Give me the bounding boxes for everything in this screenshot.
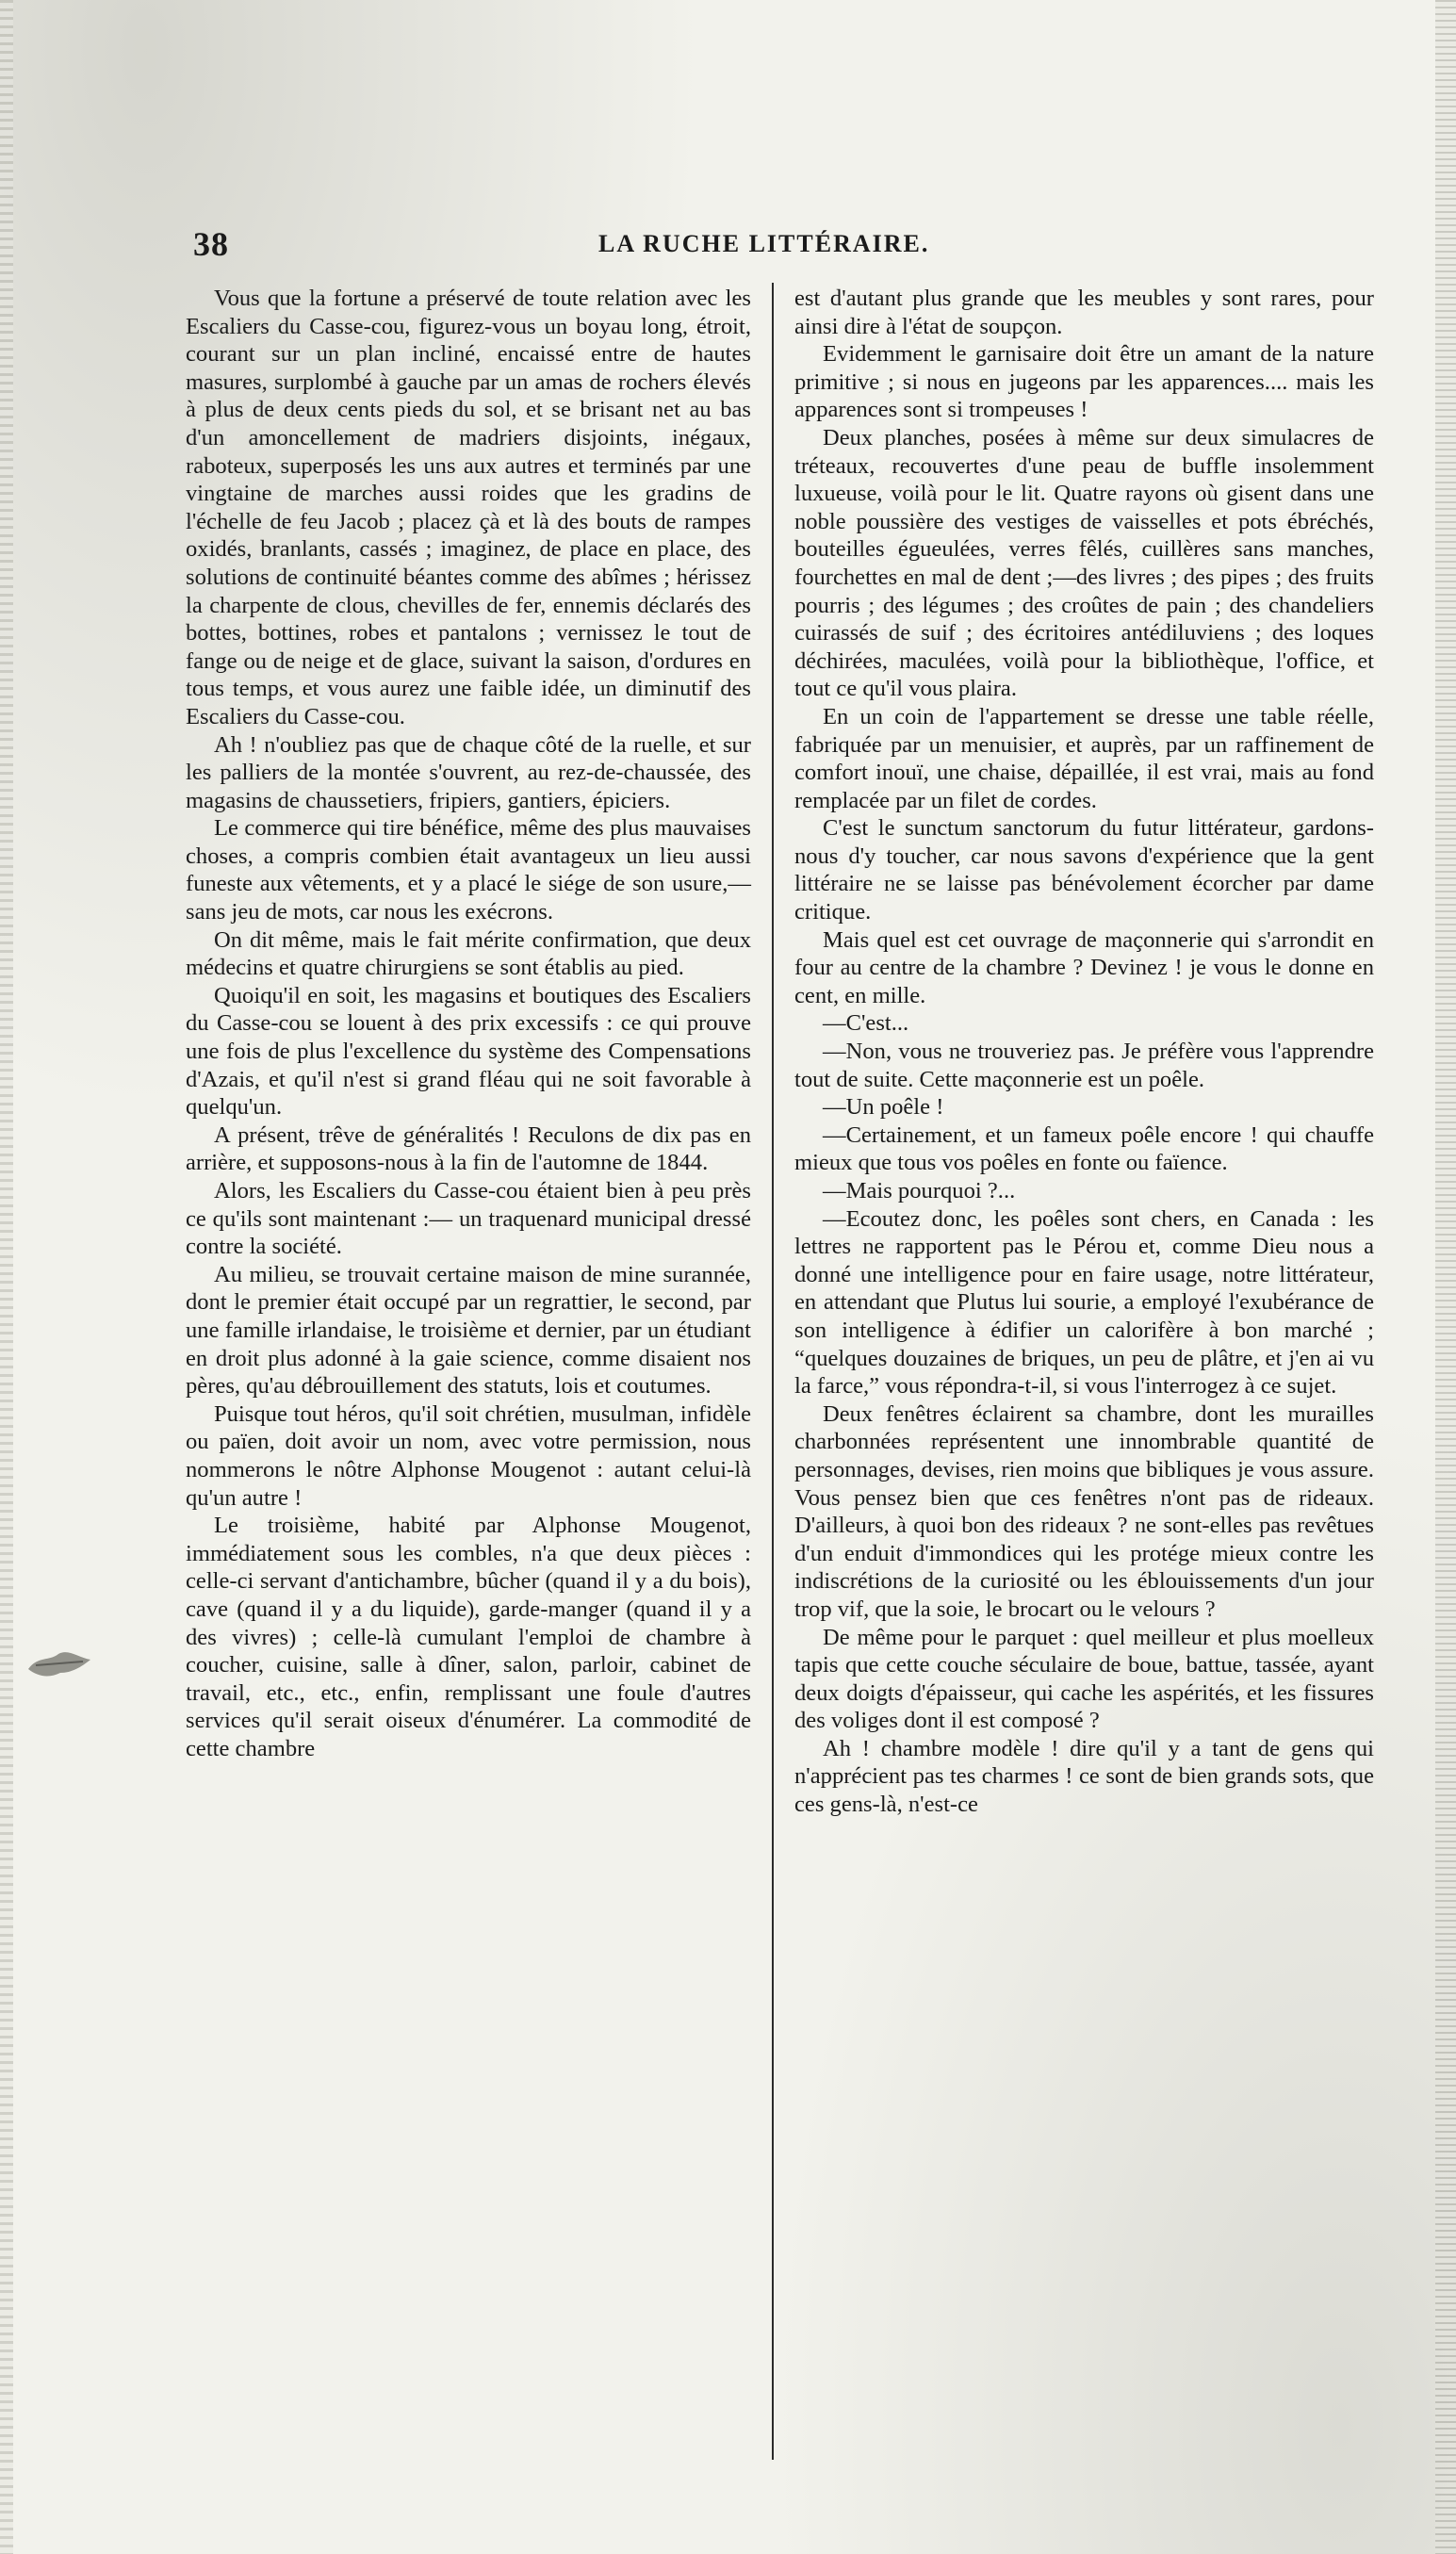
paragraph: Evidemment le garnisaire doit être un amant de la nature primitive ; si nous en jugeons par les apparences.... mais les apparences sont si trompeuses ! <box>794 341 1374 423</box>
paragraph: Deux planches, posées à même sur deux simulacres de tréteaux, recouvertes d'une peau de buffle insolemment luxueuse, voilà pour le lit. Quatre rayons où gisent dans une noble poussière des vestiges de vaisselles et pots ébréchés, bouteilles égueulées, verres fêlés, cuillères sans manches, fourchettes en mal de dent ;—des livres ; des pipes ; des fruits pourris ; des légumes ; des croûtes de pain ; des chandeliers cuirassés de suif ; des écritoires antédiluviens ; des loques déchirées, maculées, voilà pour la bibliothèque, l'office, et tout ce qu'il vous plaira. <box>794 424 1374 702</box>
ink-stain-mark <box>26 1645 92 1686</box>
paragraph: est d'autant plus grande que les meubles y sont rares, pour ainsi dire à l'état de soupçon. <box>794 286 1374 339</box>
left-column <box>186 285 751 1762</box>
paragraph: C'est le sunctum sanctorum du futur littérateur, gardons-nous d'y toucher, car nous savons d'expérience que la gent littéraire ne se laisse pas bénévolement écorcher par dame critique. <box>794 815 1374 925</box>
paragraph: En un coin de l'appartement se dresse une table réelle, fabriquée par un menuisier, et auprès, par un raffinement de comfort inouï, une chaise, dépaillée, il est vrai, mais au fond remplacée par un filet de cordes. <box>794 703 1374 813</box>
paragraph: —Certainement, et un fameux poêle encore ! qui chauffe mieux que tous vos poêles en fonte ou faïence. <box>794 1121 1374 1176</box>
paragraph: Mais quel est cet ouvrage de maçonnerie qui s'arrondit en four au centre de la chambre ? Devinez ! je vous le donne en cent, en mille. <box>794 926 1374 1008</box>
paragraph: Alors, les Escaliers du Casse-cou étaient bien à peu près ce qu'ils sont maintenant :— un traquenard municipal dressé contre la société. <box>186 1178 751 1260</box>
paragraph: Deux fenêtres éclairent sa chambre, dont les murailles charbonnées représentent une innombrable quantité de personnages, devises, rien moins que bibliques je vous assure. Vous pensez bien que ces fenêtres n'ont pas de rideaux. D'ailleurs, à quoi bon des rideaux ? ne sont-elles pas revêtues d'un enduit d'immondices qui les protége mieux contre les indiscrétions de la curiosité ou les éblouissements d'un jour trop vif, que la soie, le brocart ou le velours ? <box>794 1400 1374 1622</box>
running-head: LA RUCHE LITTÉRAIRE. <box>598 230 930 257</box>
paragraph: —C'est... <box>823 1010 909 1037</box>
paragraph: —Ecoutez donc, les poêles sont chers, en Canada : les lettres ne rapportent pas le Pérou et, comme Dieu nous a donné une intelligence pour en faire usage, notre littérateur, en attendant que Plutus lui sourie, a employé l'exubérance de son intelligence à édifier un calorifère à bon marché ; “quelques douzaines de briques, un peu de plâtre, et j'en ai vu la farce,” vous répondra-t-il, si vous l'interrogez à ce sujet. <box>794 1205 1374 1400</box>
paragraph: Vous que la fortune a préservé de toute relation avec les Escaliers du Casse-cou, figurez-vous un boyau long, étroit, courant sur un plan incliné, encaissé entre de hautes masures, surplombé à gauche par un amas de rochers élevés à plus de deux cents pieds du sol, et se brisant net au bas d'un amoncellement de madriers disjoints, inégaux, raboteux, superposés les uns aux autres et terminés par une vingtaine de marches aussi roides que les gradins de l'échelle de feu Jacob ; placez çà et là des bouts de rampes oxidés, branlants, cassés ; imaginez, de place en place, des solutions de continuité béantes comme des abîmes ; hérissez la charpente de clous, chevilles de fer, ennemis déclarés des bottes, bottines, robes et pantalons ; vernissez le tout de fange ou de neige et de glace, suivant la saison, d'ordures en tous temps, et vous aurez une faible idée, un diminutif des Escaliers du Casse-cou. <box>186 286 751 729</box>
paragraph: Ah ! n'oubliez pas que de chaque côté de la ruelle, et sur les palliers de la montée s'ouvrent, au rez-de-chaussée, des magasins de chaussetiers, fripiers, gantiers, épiciers. <box>186 731 751 813</box>
paragraph: On dit même, mais le fait mérite confirmation, que deux médecins et quatre chirurgiens se sont établis au pied. <box>186 926 751 981</box>
paragraph: —Mais pourquoi ?... <box>823 1178 1016 1203</box>
page-edge-left <box>0 0 13 2554</box>
paragraph: —Non, vous ne trouveriez pas. Je préfère vous l'apprendre tout de suite. Cette maçonnerie est un poêle. <box>794 1039 1374 1092</box>
paragraph: A présent, trêve de généralités ! Reculons de dix pas en arrière, et supposons-nous à la fin de l'automne de 1844. <box>186 1121 751 1176</box>
paragraph: Au milieu, se trouvait certaine maison de mine surannée, dont le premier était occupé par un regrattier, le second, par une famille irlandaise, le troisième et dernier, par un étudiant en droit plus adonné à la gaie science, comme disaient nos pères, qu'au débrouillement des statuts, lois et coutumes. <box>186 1261 751 1400</box>
page-header <box>193 224 1371 271</box>
page-edge-right <box>1435 0 1456 2554</box>
paragraph: Quoiqu'il en soit, les magasins et boutiques des Escaliers du Casse-cou se louent à des prix excessifs : ce qui prouve une fois de plus l'excellence du système des Compensations d'Azais, et qu'il n'est si grand fléau qui ne soit favorable à quelqu'un. <box>186 982 751 1121</box>
paragraph: —Un poêle ! <box>823 1094 944 1121</box>
page-number: 38 <box>193 225 229 263</box>
paragraph: Le troisième, habité par Alphonse Mougenot, immédiatement sous les combles, n'a que deux pièces : celle-ci servant d'antichambre, bûcher (quand il y a du bois), cave (quand il y a du liquide), garde-manger (quand il y a des vivres) ; celle-là cumulant l'emploi de chambre à coucher, cuisine, salle à dîner, salon, parloir, cabinet de travail, etc., etc., enfin, remplissant une foule d'autres services qu'il serait oiseux d'énumérer. La commodité de cette chambre <box>186 1513 751 1761</box>
right-column <box>794 285 1374 1819</box>
paragraph: Puisque tout héros, qu'il soit chrétien, musulman, infidèle ou païen, doit avoir un nom, avec votre permission, nous nommerons le nôtre Alphonse Mougenot : autant celui-là qu'un autre ! <box>186 1400 751 1511</box>
paragraph: Ah ! chambre modèle ! dire qu'il y a tant de gens qui n'apprécient pas tes charmes ! ce sont de bien grands sots, que ces gens-là, n'est-ce <box>794 1735 1374 1818</box>
paragraph: Le commerce qui tire bénéfice, même des plus mauvaises choses, a compris combien était avantageux un lieu aussi funeste aux vêtements, et y a placé le siége de son usure,—sans jeu de mots, car nous les exécrons. <box>186 815 751 925</box>
column-divider <box>772 283 774 2460</box>
paragraph: De même pour le parquet : quel meilleur et plus moelleux tapis que cette couche séculaire de boue, battue, tassée, ayant deux doigts d'épaisseur, qui cache les aspérités, et les fissures des voliges dont il est composé ? <box>794 1624 1374 1734</box>
